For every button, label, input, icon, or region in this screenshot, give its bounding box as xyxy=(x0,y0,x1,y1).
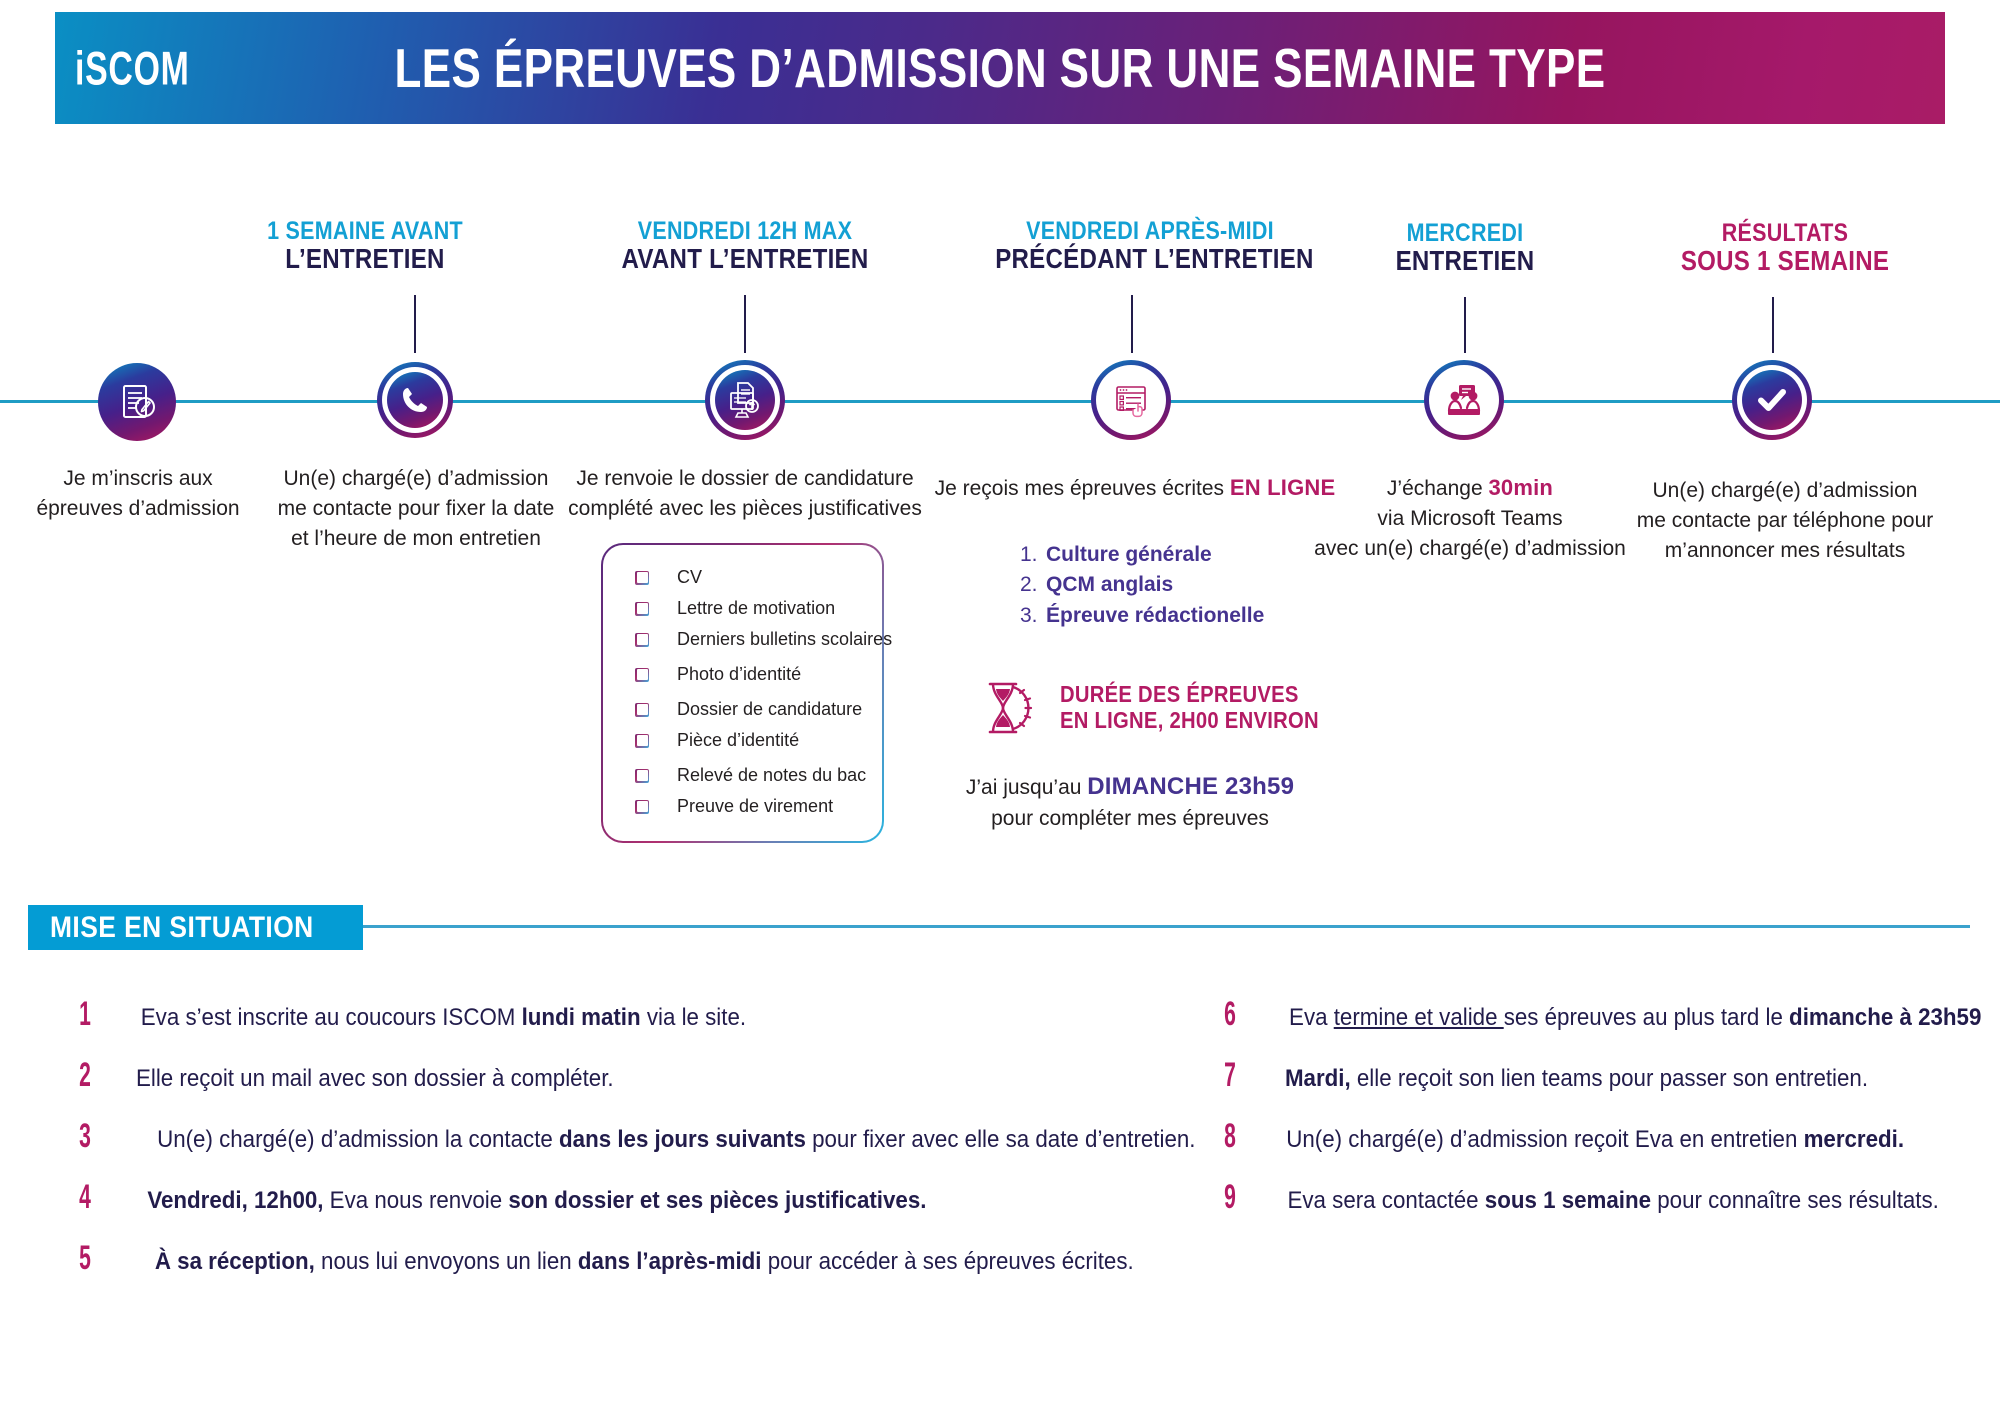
label-line-2: ENTRETIEN xyxy=(1395,245,1535,276)
timeline-desc-1 xyxy=(0,464,288,524)
situation-step xyxy=(70,995,1210,1034)
timeline-stem-3 xyxy=(744,295,746,353)
hourglass-clock-icon xyxy=(980,678,1042,738)
timeline-axis xyxy=(0,400,2000,403)
deadline-suffix: pour compléter mes épreuves xyxy=(991,807,1269,831)
steps-column-right xyxy=(1215,995,2000,1239)
iscom-logo: iSCOM xyxy=(75,41,190,95)
label-line-2: SOUS 1 SEMAINE xyxy=(1680,245,1890,276)
checklist-item[interactable] xyxy=(635,567,882,588)
exam-number: 2. xyxy=(1020,573,1038,597)
banner-label: MISE EN SITUATION xyxy=(50,910,314,944)
checkbox-icon[interactable] xyxy=(635,800,649,814)
document-pencil-icon xyxy=(115,380,159,424)
timeline-icon-document-pencil xyxy=(98,363,176,441)
desc-line-2: me contacte par téléphone pour xyxy=(1636,508,1934,532)
desc-line-3: avec un(e) chargé(e) d’admission xyxy=(1314,536,1626,560)
situation-step xyxy=(1215,995,2000,1034)
label-line-2: AVANT L’ENTRETIEN xyxy=(621,243,869,274)
timeline-label-3 xyxy=(607,218,882,273)
label-line-1: 1 SEMAINE AVANT xyxy=(267,217,463,245)
page-header xyxy=(55,12,1945,124)
checklist-item[interactable] xyxy=(635,699,882,720)
video-interview-icon xyxy=(1441,377,1487,423)
step-number: 5 xyxy=(79,1239,91,1277)
timeline-icon-online-form xyxy=(1091,360,1171,440)
exam-number: 1. xyxy=(1020,543,1038,566)
checklist-item-label: Relevé de notes du bac xyxy=(677,765,867,785)
deadline-text xyxy=(930,770,1330,834)
step-text: Un(e) chargé(e) d’admission reçoit Eva en entretien mercredi. xyxy=(1286,1126,1905,1153)
situation-step xyxy=(1215,1056,2000,1095)
label-line-1: VENDREDI 12H MAX xyxy=(637,217,853,245)
phone-icon xyxy=(398,383,432,417)
desc-highlight: EN LIGNE xyxy=(1229,475,1336,500)
checkbox-icon[interactable] xyxy=(635,602,649,616)
timeline-desc-2 xyxy=(266,464,566,553)
checklist-item-label: Derniers bulletins scolaires xyxy=(677,629,893,649)
exam-list-item xyxy=(1020,601,1264,631)
upload-document-screen-icon xyxy=(724,379,766,421)
timeline-label-4 xyxy=(995,217,1314,274)
timeline-label-5 xyxy=(1327,220,1602,275)
checklist-item[interactable] xyxy=(635,598,882,619)
timeline-icon-upload-screen xyxy=(705,360,785,440)
step-text: Un(e) chargé(e) d’admission la contacte dans les jours suivants pour fixer avec elle sa date d’entretien. xyxy=(157,1126,1196,1153)
desc-line-2: me contacte pour fixer la date xyxy=(277,496,555,520)
timeline-label-6 xyxy=(1639,220,1931,275)
duration-line-2: EN LIGNE, 2H00 ENVIRON xyxy=(1060,707,1319,733)
exam-label: QCM anglais xyxy=(1046,573,1174,597)
step-text: Mardi, elle reçoit son lien teams pour passer son entretien. xyxy=(1284,1065,1869,1092)
desc-line-3: m’annoncer mes résultats xyxy=(1664,538,1906,562)
label-line-1: VENDREDI APRÈS-MIDI xyxy=(1026,217,1274,245)
step-text: Elle reçoit un mail avec son dossier à compléter. xyxy=(135,1065,614,1092)
timeline-desc-6 xyxy=(1620,476,1950,565)
checklist-item-label: Photo d’identité xyxy=(677,664,802,684)
timeline-stem-2 xyxy=(414,295,416,353)
checklist-item-label: CV xyxy=(677,567,703,587)
checkbox-icon[interactable] xyxy=(635,668,649,682)
deadline-prefix: J’ai jusqu’au xyxy=(965,776,1088,799)
exam-list xyxy=(1020,540,1264,631)
checkbox-icon[interactable] xyxy=(635,769,649,783)
label-line-1: RÉSULTATS xyxy=(1721,219,1849,247)
label-line-2: L’ENTRETIEN xyxy=(285,243,445,274)
duration-text xyxy=(1060,682,1319,734)
step-text: À sa réception, nous lui envoyons un lien dans l’après-midi pour accéder à ses épreuves écrites. xyxy=(154,1248,1134,1275)
exam-duration-badge xyxy=(980,678,1354,738)
situation-step xyxy=(1215,1117,2000,1156)
step-number: 6 xyxy=(1224,995,1236,1033)
exam-list-item xyxy=(1020,570,1264,600)
timeline-desc-3 xyxy=(565,464,925,524)
desc-highlight: 30min xyxy=(1488,475,1554,500)
exam-list-item xyxy=(1020,540,1264,570)
checklist-item[interactable] xyxy=(635,765,882,786)
timeline-desc-4 xyxy=(915,472,1355,504)
step-text: Vendredi, 12h00, Eva nous renvoie son dossier et ses pièces justificatives. xyxy=(147,1187,927,1214)
timeline-icon-check xyxy=(1732,360,1812,440)
situation-step xyxy=(70,1239,1210,1278)
label-line-1: MERCREDI xyxy=(1406,219,1524,247)
online-form-cursor-icon xyxy=(1108,377,1154,423)
page-title: LES ÉPREUVES D’ADMISSION SUR UNE SEMAINE TYPE xyxy=(394,37,1606,99)
step-number: 2 xyxy=(79,1056,91,1094)
timeline-icon-phone xyxy=(377,362,453,438)
situation-step xyxy=(1215,1178,2000,1217)
step-text: Eva s’est inscrite au coucours ISCOM lundi matin via le site. xyxy=(140,1004,747,1031)
desc-line-1: Je renvoie le dossier de candidature xyxy=(576,467,914,490)
checklist-item[interactable] xyxy=(635,629,893,650)
step-number: 8 xyxy=(1224,1117,1236,1155)
deadline-value: DIMANCHE 23h59 xyxy=(1087,773,1295,800)
timeline-stem-4 xyxy=(1131,295,1133,353)
checkbox-icon[interactable] xyxy=(635,633,649,647)
timeline-stem-6 xyxy=(1772,297,1774,353)
situation-step xyxy=(70,1056,1210,1095)
situation-step xyxy=(70,1117,1210,1156)
checklist-item-label: Lettre de motivation xyxy=(677,598,836,618)
desc-line-2: complété avec les pièces justificatives xyxy=(568,496,922,520)
exam-number: 3. xyxy=(1020,603,1038,627)
checkbox-icon[interactable] xyxy=(635,571,649,585)
checklist-item-label: Pièce d’identité xyxy=(677,730,800,750)
desc-line-1: Un(e) chargé(e) d’admission xyxy=(1652,479,1918,502)
exam-label: Culture générale xyxy=(1046,543,1212,566)
timeline-icon-video-interview xyxy=(1424,360,1504,440)
timeline-label-2 xyxy=(227,218,502,273)
desc-line-2: épreuves d’admission xyxy=(36,496,240,520)
desc-line-1: Je reçois mes épreuves écrites xyxy=(934,477,1230,500)
step-number: 1 xyxy=(79,995,91,1033)
step-text: Eva termine et valide ses épreuves au plus tard le dimanche à 23h59 xyxy=(1289,1004,1982,1031)
desc-line-1: Un(e) chargé(e) d’admission xyxy=(283,467,549,490)
label-line-2: PRÉCÉDANT L’ENTRETIEN xyxy=(995,243,1314,274)
timeline-desc-5 xyxy=(1300,472,1640,563)
documents-checklist-card xyxy=(601,543,893,843)
situation-step xyxy=(70,1178,1210,1217)
step-number: 9 xyxy=(1224,1178,1236,1216)
desc-prefix: J’échange xyxy=(1386,477,1489,500)
checkbox-icon[interactable] xyxy=(635,734,649,748)
desc-line-2: via Microsoft Teams xyxy=(1377,506,1563,530)
timeline-stem-5 xyxy=(1464,297,1466,353)
duration-line-1: DURÉE DES ÉPREUVES xyxy=(1060,681,1299,708)
checklist-body xyxy=(603,545,893,841)
checklist-item[interactable] xyxy=(635,664,882,685)
checklist-item[interactable] xyxy=(635,796,882,817)
steps-column-left xyxy=(70,995,1210,1300)
step-number: 3 xyxy=(79,1117,91,1155)
checkbox-icon[interactable] xyxy=(635,703,649,717)
step-text: Eva sera contactée sous 1 semaine pour connaître ses résultats. xyxy=(1287,1187,1939,1214)
mise-en-situation-banner xyxy=(28,905,363,950)
checklist-item-label: Preuve de virement xyxy=(677,796,834,816)
desc-line-3: et l’heure de mon entretien xyxy=(291,526,541,550)
checklist-item-label: Dossier de candidature xyxy=(677,699,863,719)
desc-line-1: Je m’inscris aux xyxy=(63,467,213,490)
check-circle-icon xyxy=(1752,380,1792,420)
step-number: 7 xyxy=(1224,1056,1236,1094)
checklist-item[interactable] xyxy=(635,730,882,751)
step-number: 4 xyxy=(79,1178,91,1216)
exam-label: Épreuve rédactionelle xyxy=(1046,603,1265,627)
